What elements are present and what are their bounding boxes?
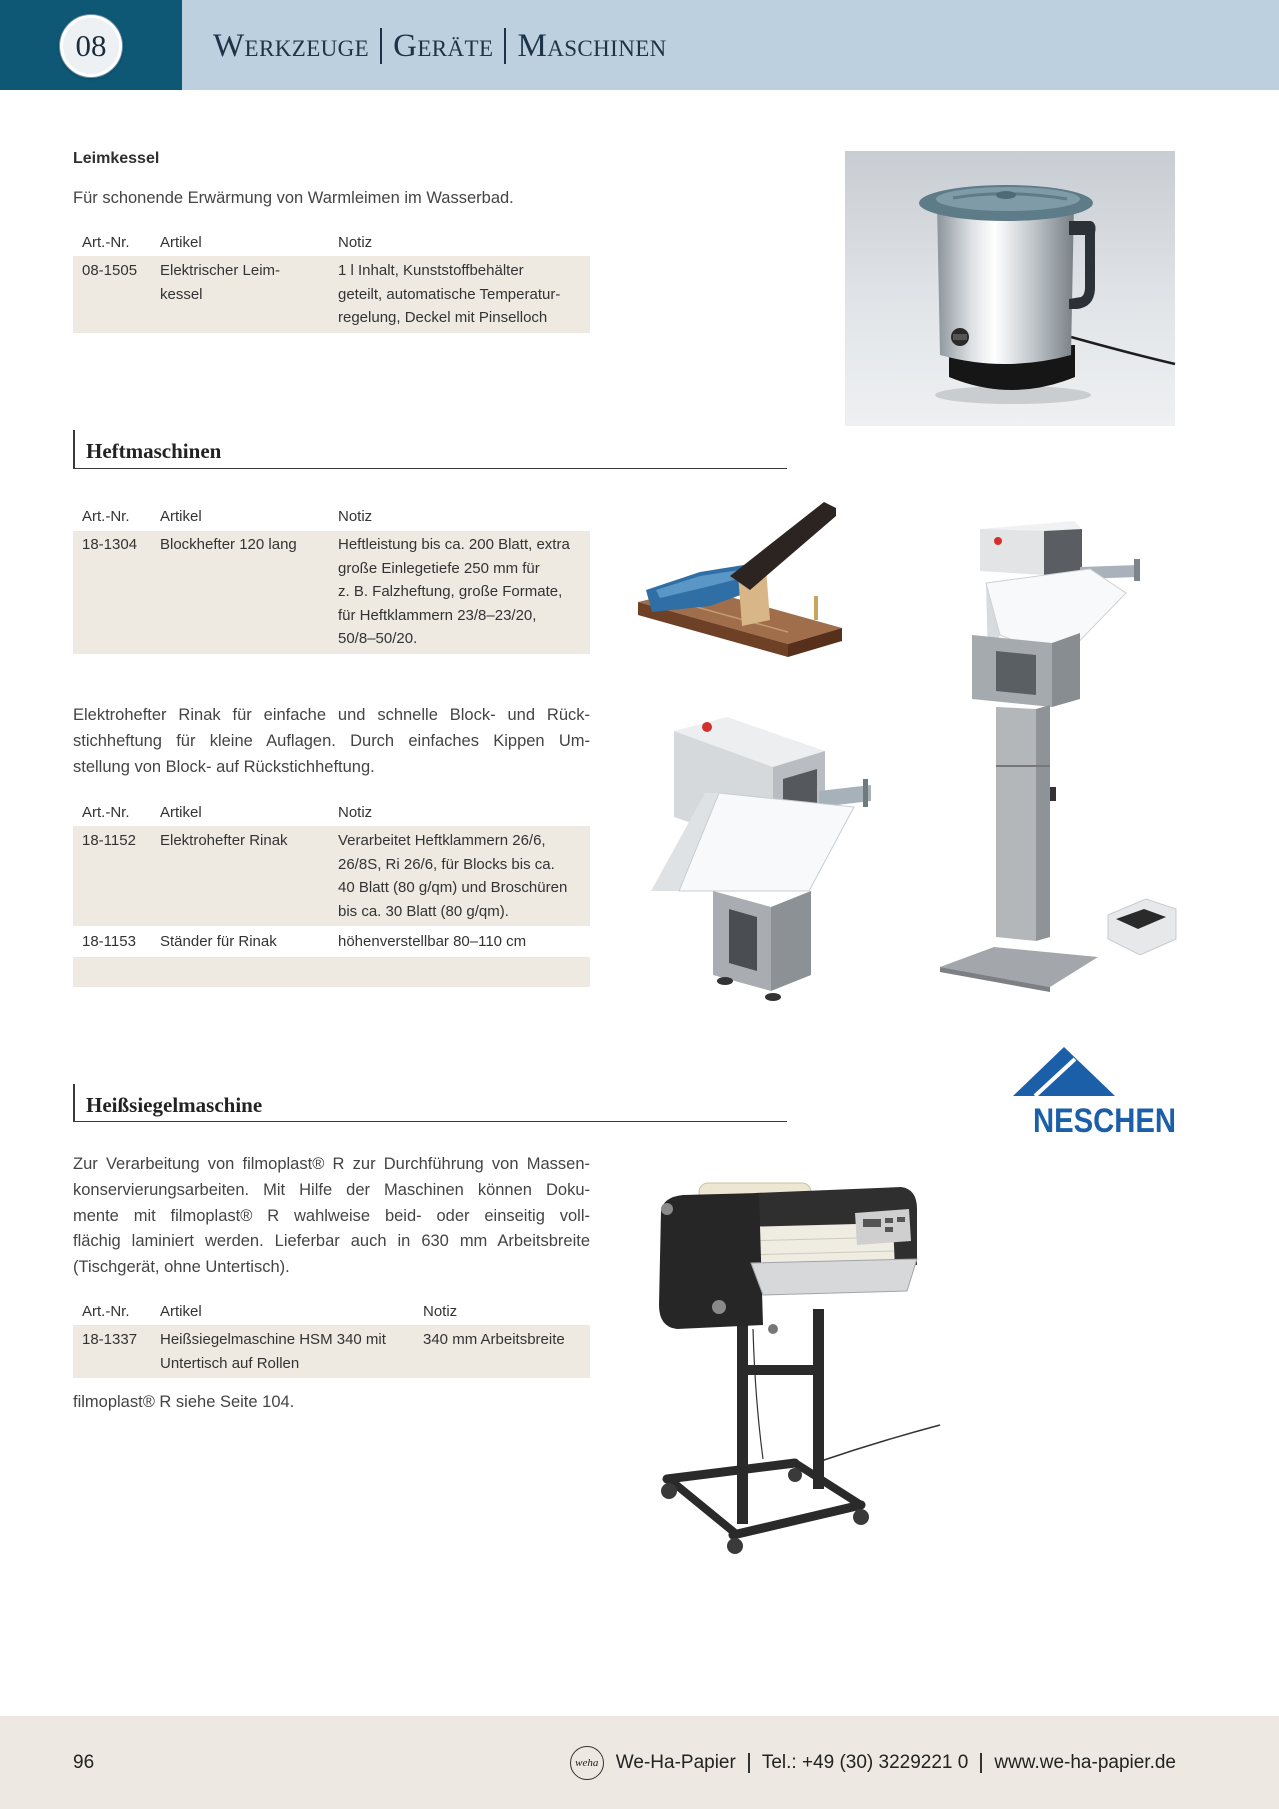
table-header-row <box>73 800 590 826</box>
header-artikel: Artikel <box>160 234 202 251</box>
table-header-row <box>73 504 590 531</box>
header-notiz: Notiz <box>338 508 373 525</box>
heisssiegel-paragraph <box>73 1152 590 1281</box>
stand-base-plate <box>940 947 1098 992</box>
website: www.we-ha-papier.de <box>994 1751 1176 1773</box>
header-art-nr: Art.-Nr. <box>82 804 130 821</box>
laminator-feed-tray <box>751 1259 917 1295</box>
table-row <box>73 256 590 333</box>
chapter-title-part: Maschinen <box>517 27 667 64</box>
cell-artikel: Elektrischer Leim- kessel <box>160 262 281 303</box>
page-header <box>0 0 1279 90</box>
table-header-row <box>73 1299 590 1325</box>
cell-notiz: 340 mm Arbeitsbreite <box>423 1331 565 1348</box>
chapter-title <box>213 25 667 67</box>
block-stapler-photo <box>638 502 842 657</box>
cell-notiz: Verarbeitet Heftklammern 26/6, 26/8S, Ri 26/6, für Blocks bis ca. 40 Blatt (80 g/qm) und Broschüren bis ca. 30 Blatt (80 g/qm). <box>338 832 568 920</box>
paragraph-line: Zur Verarbeitung von filmoplast® R zur Durchführung von Massen- <box>73 1155 590 1173</box>
section-heading-heftmaschinen <box>73 430 787 469</box>
stapler-lever <box>730 502 836 590</box>
table-header-row <box>73 230 590 256</box>
header-notiz: Notiz <box>338 804 373 821</box>
cell-notiz: Heftleistung bis ca. 200 Blatt, extra große Einlegetiefe 250 mm für z. B. Falzheftung, große Formate, für Heftklammern 23/8–23/20, 50/8–50/20. <box>338 536 570 648</box>
neschen-logo <box>1013 1047 1176 1140</box>
paragraph-line: (Tischgerät, ohne Untertisch). <box>73 1258 290 1277</box>
heading-text: Heftmaschinen <box>86 439 222 463</box>
filmoplast-reference: filmoplast® R siehe Seite 104. <box>73 1393 295 1411</box>
paragraph-line: stellung von Block- auf Rückstichheftung. <box>73 757 375 776</box>
title-separator <box>380 28 382 64</box>
cell-artikel: Elektrohefter Rinak <box>160 832 288 849</box>
header-artikel: Artikel <box>160 508 202 525</box>
table-row <box>73 1325 590 1378</box>
leimkessel-title: Leimkessel <box>73 150 160 167</box>
paragraph-line: mente mit filmoplast® R wahlweise beid- oder einseitig voll- <box>73 1206 590 1225</box>
laminator-control-panel <box>855 1209 911 1245</box>
laminator-stand <box>667 1309 861 1535</box>
table-row <box>73 926 590 957</box>
footer-contact <box>570 1716 1176 1809</box>
paragraph-line: flächig laminiert werden. Lieferbar auch in 630 mm Arbeitsbreite <box>73 1232 590 1251</box>
company-name: We-Ha-Papier <box>615 1751 736 1773</box>
cell-art-nr: 18-1152 <box>82 832 136 849</box>
cell-artikel: Blockhefter 120 lang <box>160 536 297 553</box>
cell-artikel: Ständer für Rinak <box>160 933 277 950</box>
rinak-stand-box <box>713 891 811 1001</box>
foot-pedal <box>1108 899 1176 955</box>
heat-seal-machine-photo <box>655 1179 940 1557</box>
cell-artikel: Heißsiegelmaschine HSM 340 mit Untertisch auf Rollen <box>160 1331 386 1372</box>
rinak-stand-photo <box>940 519 1176 992</box>
cell-art-nr: 18-1337 <box>82 1331 138 1348</box>
page-footer <box>0 1716 1279 1809</box>
stand-stapler-housing <box>980 521 1082 575</box>
chapter-block <box>0 0 182 90</box>
header-art-nr: Art.-Nr. <box>82 234 130 251</box>
page-number: 96 <box>73 1752 95 1773</box>
cell-art-nr: 08-1505 <box>82 262 138 279</box>
neschen-logo-mark <box>1013 1047 1115 1096</box>
cell-art-nr: 18-1153 <box>82 933 136 950</box>
title-separator <box>504 28 506 64</box>
header-notiz: Notiz <box>423 1303 458 1320</box>
header-notiz: Notiz <box>338 234 373 251</box>
table-row <box>73 531 590 654</box>
chapter-title-part: Werkzeuge <box>213 27 370 64</box>
stapler-gauge <box>814 596 818 620</box>
weha-logo: weha <box>570 1746 604 1780</box>
glue-pot-photo <box>845 151 1175 426</box>
heading-text: Heißsiegelmaschine <box>86 1093 263 1117</box>
neschen-logo-text: NESCHEN <box>1033 1102 1176 1140</box>
stand-upper-box <box>972 633 1080 707</box>
glue-pot-knob <box>951 328 969 346</box>
paragraph-line: Elektrohefter Rinak für einfache und schnelle Block- und Rück- <box>73 706 590 724</box>
header-art-nr: Art.-Nr. <box>82 1303 130 1320</box>
laminator-cord <box>753 1329 940 1461</box>
table-row-empty <box>73 957 590 987</box>
cell-art-nr: 18-1304 <box>82 536 138 553</box>
section-heading-heisssiegelmaschine <box>73 1084 787 1122</box>
header-art-nr: Art.-Nr. <box>82 508 130 525</box>
cell-notiz: 1 l Inhalt, Kunststoffbehälter geteilt, automatische Temperatur- regelung, Deckel mit Pinselloch <box>338 262 561 327</box>
table-row <box>73 826 590 926</box>
header-artikel: Artikel <box>160 1303 202 1320</box>
cell-notiz: höhenverstellbar 80–110 cm <box>338 933 527 950</box>
paragraph-line: stichheftung für kleine Auflagen. Durch einfaches Kippen Um- <box>73 731 590 750</box>
footer-separator <box>980 1753 982 1773</box>
stand-column <box>996 705 1056 941</box>
electric-stapler-rinak-photo <box>649 709 871 1003</box>
header-artikel: Artikel <box>160 804 202 821</box>
phone-number: Tel.: +49 (30) 3229221 0 <box>761 1751 969 1773</box>
rinak-guide-rail <box>819 779 871 807</box>
footer-separator <box>748 1753 750 1773</box>
chapter-title-part: Geräte <box>393 27 494 64</box>
rinak-paragraph <box>73 703 590 780</box>
leimkessel-intro: Für schonende Erwärmung von Warmleimen im Wasserbad. <box>73 189 514 207</box>
chapter-number: 08 <box>60 15 122 77</box>
glue-pot-lid <box>919 185 1093 221</box>
paragraph-line: konservierungsarbeiten. Mit Hilfe der Maschinen können Doku- <box>73 1180 590 1199</box>
